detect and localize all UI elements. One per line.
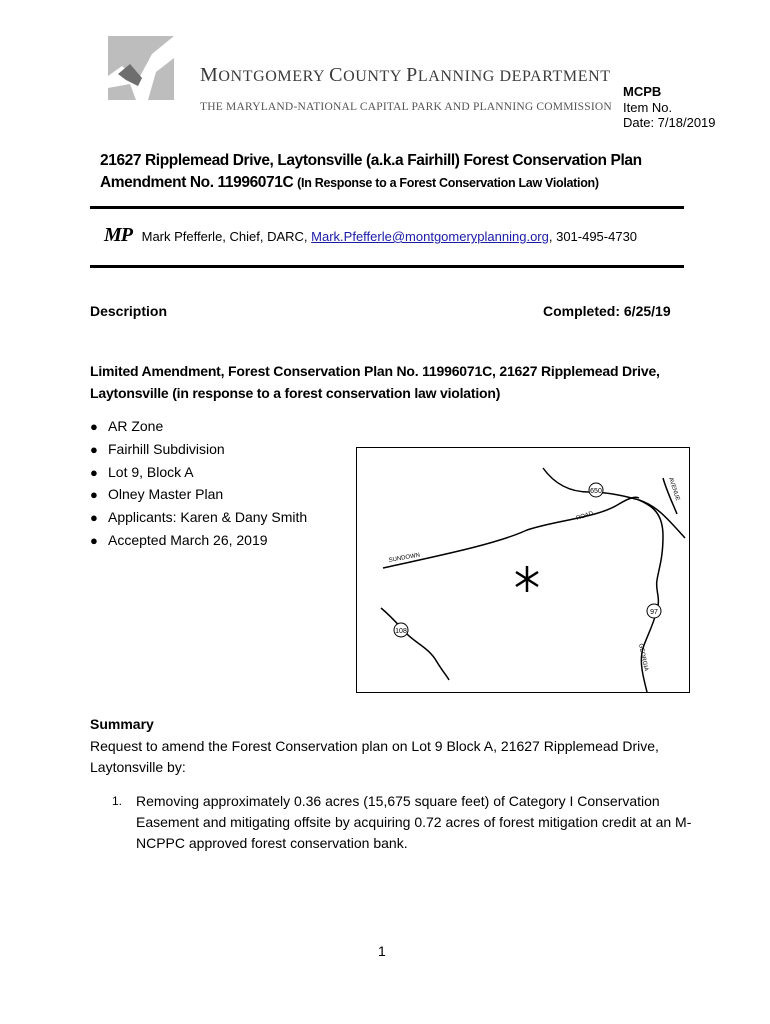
mcpb-label: MCPB [623, 84, 662, 99]
summary-heading: Summary [90, 716, 154, 732]
page-title [100, 150, 700, 194]
list-item: ● Lot 9, Block A [90, 463, 194, 480]
divider-top [90, 206, 684, 209]
amendment-summary: Limited Amendment, Forest Conservation Plan No. 11996071C, 21627 Ripplemead Drive, Laytonsville (in response to a forest conservation law violation) [90, 363, 660, 401]
logo-mark-icon [108, 36, 174, 100]
vicinity-map-drawing [357, 448, 689, 692]
label-sundown: SUNDOWN [388, 552, 421, 564]
commission-name: THE MARYLAND-NATIONAL CAPITAL PARK AND PLANNING COMMISSION [200, 101, 612, 113]
svg-text:108: 108 [395, 628, 407, 635]
route-marker-97 [647, 604, 661, 618]
list-item: ● Accepted March 26, 2019 [90, 531, 268, 548]
list-item: ● Fairhill Subdivision [90, 440, 225, 457]
site-location-icon [516, 566, 538, 592]
department-name [200, 64, 611, 87]
numbered-item [112, 791, 702, 854]
divider-bottom [90, 265, 684, 268]
item-number-label: Item No. [623, 99, 673, 115]
details-list [90, 415, 307, 552]
label-avenue: AVENUE [667, 476, 681, 502]
route-108-road [381, 608, 449, 680]
dept-name-part: ONTGOMERY [218, 68, 330, 85]
label-road: ROAD [575, 510, 595, 522]
staff-phone: , 301-495-4730 [548, 229, 638, 244]
svg-text:650: 650 [590, 488, 602, 495]
item-number: 1. [112, 794, 123, 808]
page-number: 1 [378, 943, 386, 959]
summary-intro: Request to amend the Forest Conservation plan on Lot 9 Block A, 21627 Ripplemead Drive, Laytonsville by: [90, 738, 659, 775]
dept-name-part: C [329, 64, 344, 86]
sundown-road [383, 497, 639, 568]
dept-name-part: M [200, 64, 219, 86]
svg-text:97: 97 [650, 609, 658, 616]
title-sub: (In Response to a Forest Conservation Law Violation) [297, 176, 599, 190]
item-text: Removing approximately 0.36 acres (15,675 square feet) of Category I Conservation Easement and mitigating offsite by acquiring 0.72 acres of forest mitigation credit at an M-NCPPC approved forest conservation bank. [136, 793, 692, 851]
dept-name-part: OUNTY [343, 68, 407, 85]
completed-date: Completed: 6/25/19 [543, 303, 671, 319]
route-marker-108 [394, 623, 408, 637]
route-marker-650 [589, 483, 603, 497]
title-main: 21627 Ripplemead Drive, Laytonsville (a.k.a Fairhill) Forest Conservation Plan Amendment No. 11996071C [100, 152, 642, 191]
staff-contact [104, 224, 637, 247]
label-georgia: GEORGIA [637, 643, 649, 672]
dept-name-part: P [406, 64, 418, 86]
vicinity-map [356, 447, 690, 693]
dept-name-part: LANNING DEPARTMENT [417, 68, 611, 85]
mcpb-item-block [623, 84, 716, 131]
description-heading: Description [90, 303, 168, 319]
meeting-date: Date: 7/18/2019 [623, 115, 716, 130]
staff-initials: MP [104, 224, 132, 246]
list-item: ● Applicants: Karen & Dany Smith [90, 509, 308, 526]
list-item: ● AR Zone [90, 418, 164, 434]
staff-name: Mark Pfefferle, Chief, DARC, [141, 229, 308, 244]
list-item: ● Olney Master Plan [90, 486, 224, 503]
staff-email-link[interactable]: Mark.Pfefferle@montgomeryplanning.org [311, 229, 549, 244]
agency-logo [108, 36, 174, 100]
